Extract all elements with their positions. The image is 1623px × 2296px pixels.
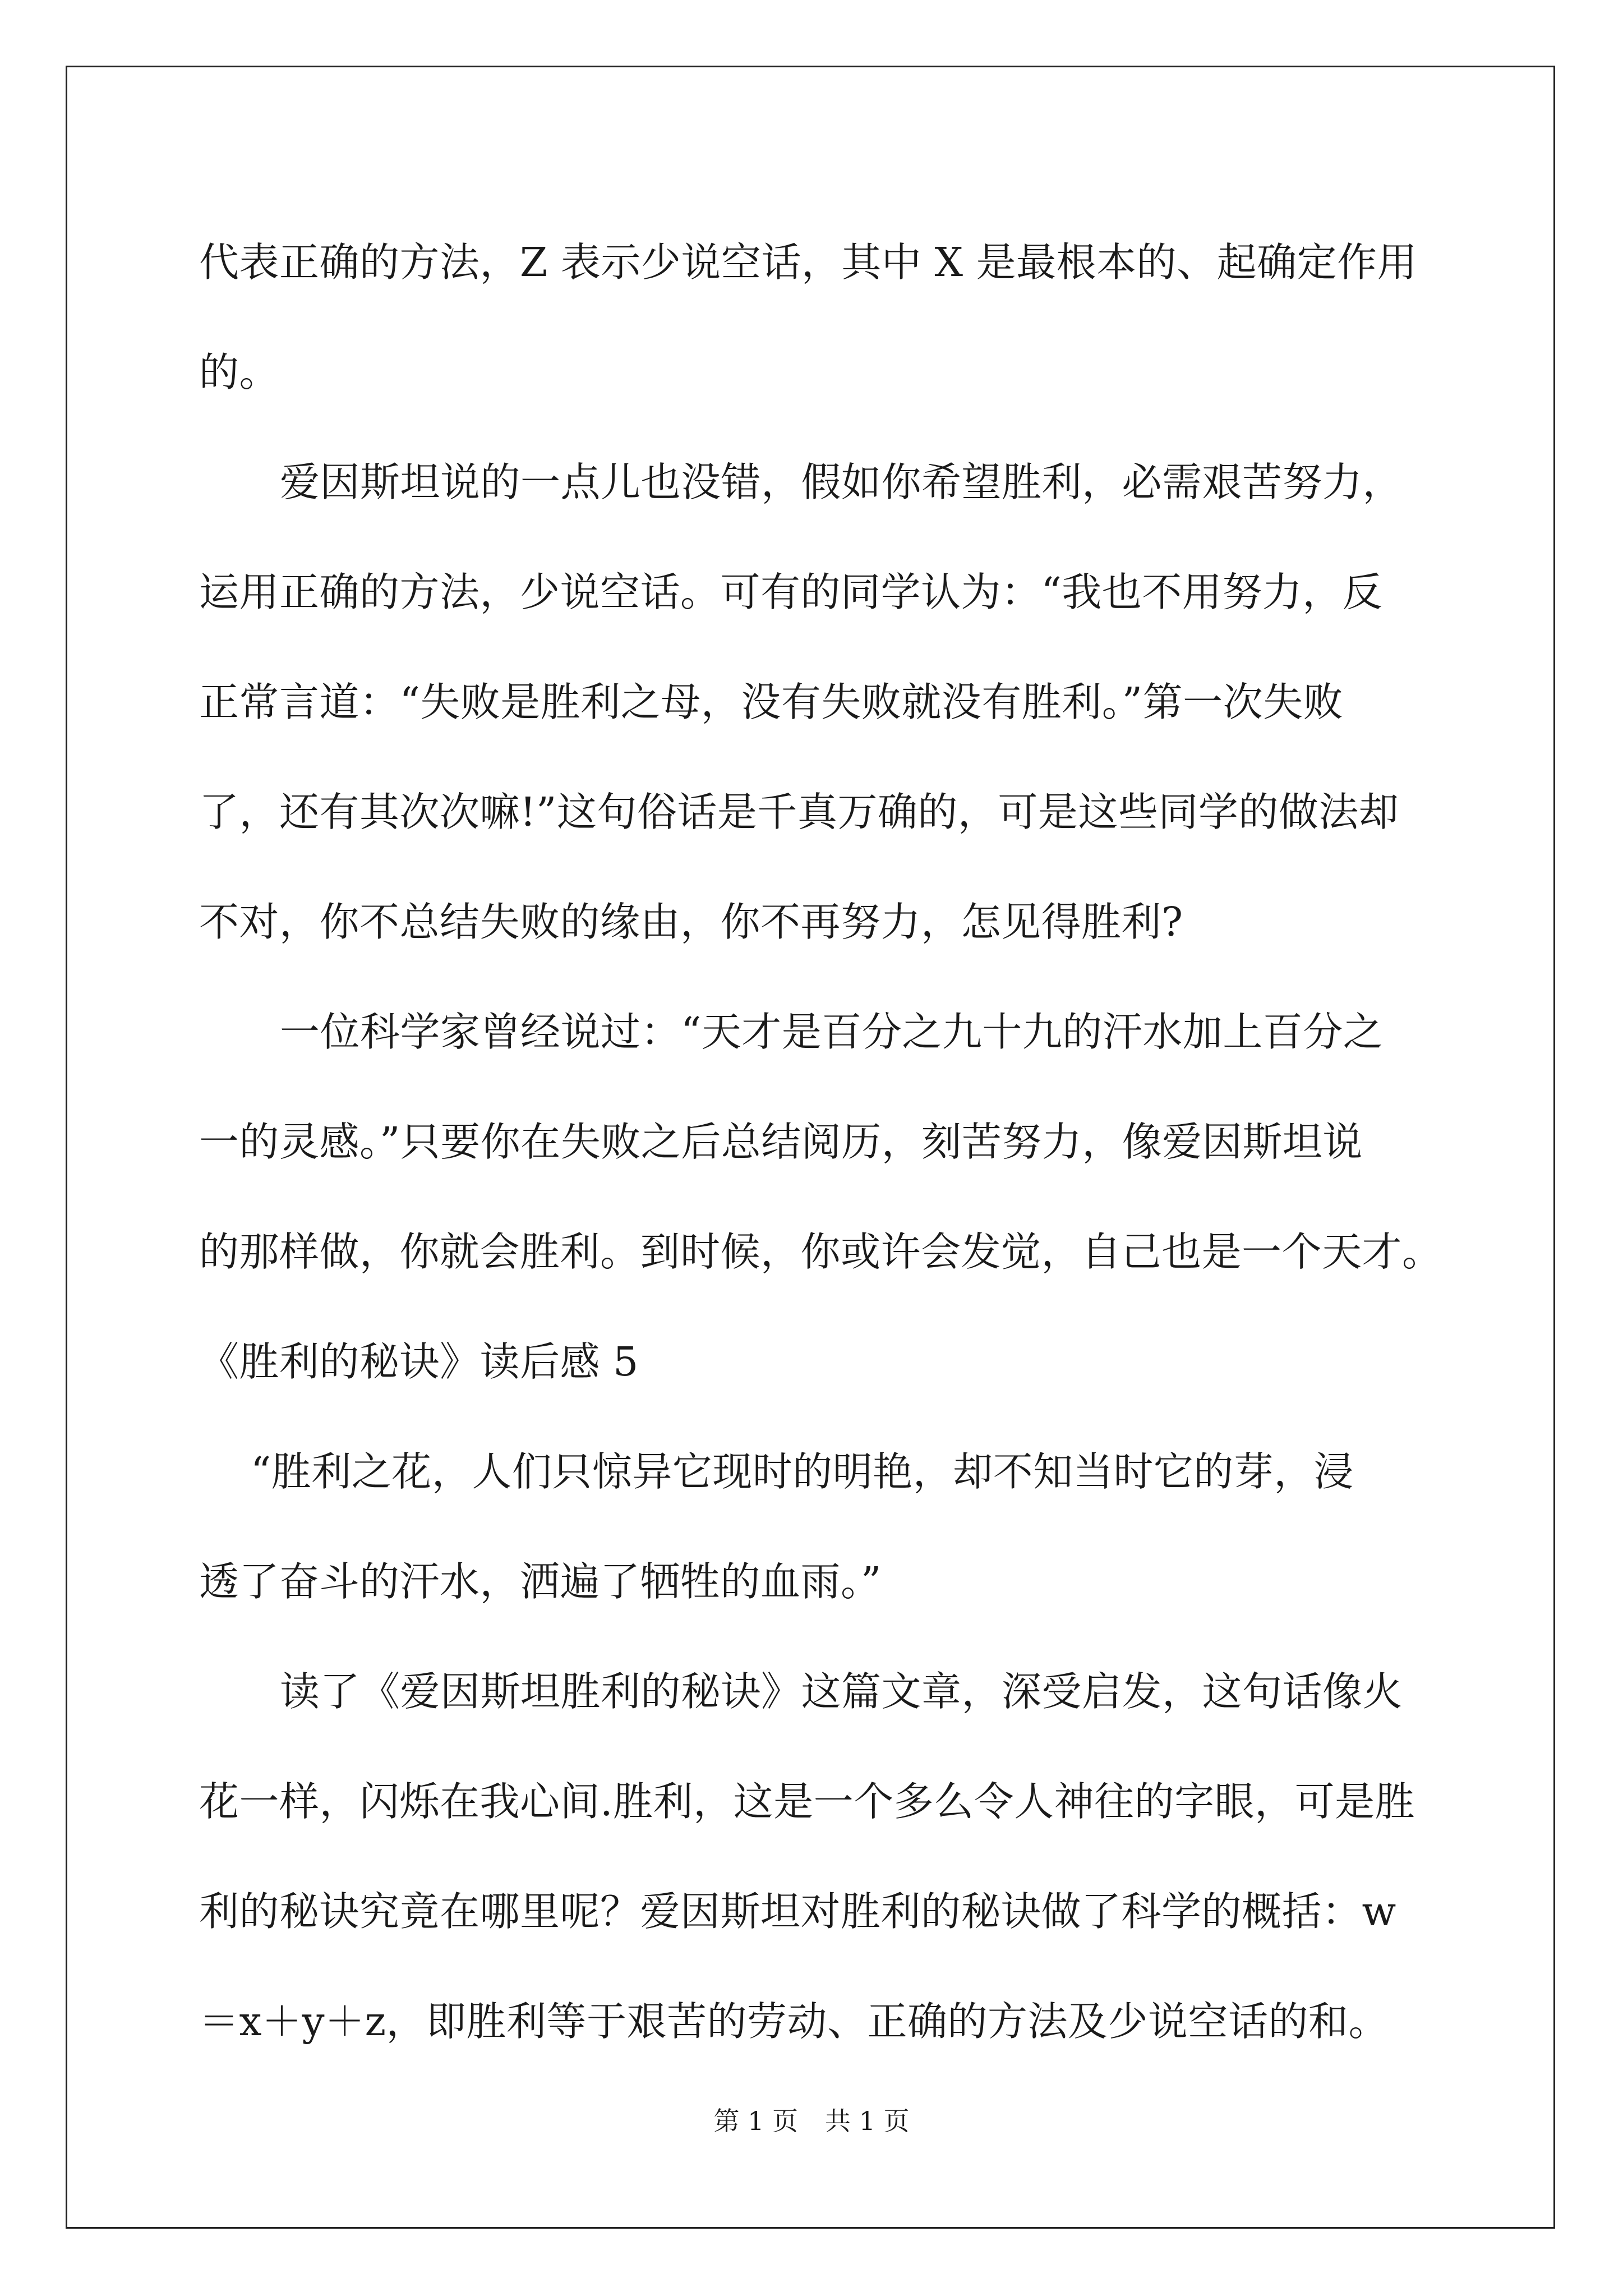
section-heading: 《胜利的秘诀》读后感 5 bbox=[199, 1338, 639, 1385]
text-line: 的。 bbox=[199, 349, 280, 395]
text-line: ＝x＋y＋z，即胜利等于艰苦的劳动、正确的方法及少说空话的和。 bbox=[199, 1998, 1389, 2045]
document-body bbox=[199, 208, 1442, 2077]
text-line: 利的秘诀究竟在哪里呢？爱因斯坦对胜利的秘诀做了科学的概括：w bbox=[199, 1888, 1396, 1935]
text-line: 透了奋斗的汗水，洒遍了牺牲的血雨。” bbox=[199, 1558, 882, 1605]
text-line: 了，还有其次次嘛!”这句俗话是千真万确的，可是这些同学的做法却 bbox=[199, 789, 1399, 835]
text-line: 正常言道：“失败是胜利之母，没有失败就没有胜利。”第一次失败 bbox=[199, 679, 1344, 725]
text-line: 代表正确的方法，Z 表示少说空话，其中 X 是最根本的、起确定作用 bbox=[199, 239, 1418, 286]
page-number: 第 1 页 bbox=[713, 2106, 798, 2136]
text-line: 运用正确的方法，少说空话。可有的同学认为：“我也不用努力，反 bbox=[199, 569, 1383, 615]
paragraph-start: 读了《爱因斯坦胜利的秘诀》这篇文章，深受启发，这句话像火 bbox=[280, 1668, 1403, 1715]
text-line: 花一样，闪烁在我心间.胜利，这是一个多么令人神往的字眼，可是胜 bbox=[199, 1778, 1415, 1825]
page-footer bbox=[0, 2101, 1623, 2138]
text-line: 的那样做，你就会胜利。到时候，你或许会发觉，自己也是一个天才。 bbox=[199, 1228, 1442, 1275]
paragraph-start: 爱因斯坦说的一点儿也没错，假如你希望胜利，必需艰苦努力， bbox=[280, 459, 1403, 505]
text-line: 一的灵感。”只要你在失败之后总结阅历，刻苦努力，像爱因斯坦说 bbox=[199, 1119, 1363, 1165]
text-line: 不对，你不总结失败的缘由，你不再努力，怎见得胜利? bbox=[199, 899, 1183, 945]
quote-start: “胜利之花，人们只惊异它现时的明艳，却不知当时它的芽，浸 bbox=[251, 1448, 1354, 1495]
page-total: 共 1 页 bbox=[825, 2106, 910, 2136]
paragraph-start: 一位科学家曾经说过：“天才是百分之九十九的汗水加上百分之 bbox=[280, 1009, 1384, 1055]
